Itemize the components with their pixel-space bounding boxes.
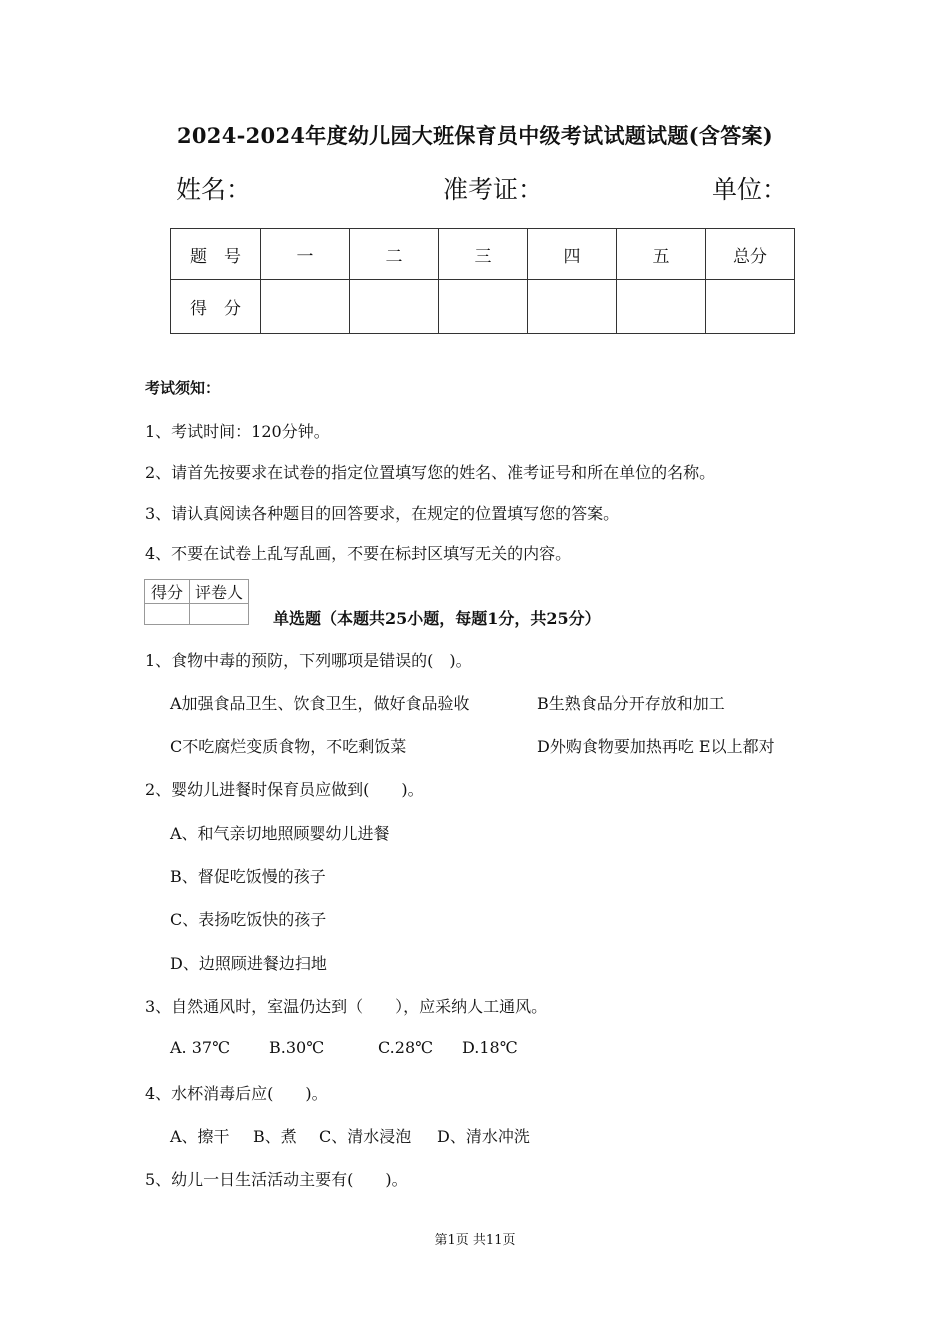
question-option: A. 37℃: [170, 1038, 230, 1057]
section-title: 单选题（本题共25小题，每题1分，共25分）: [273, 609, 601, 628]
question-option: D、清水冲洗: [437, 1127, 530, 1146]
score-header-cell: 总分: [706, 229, 795, 280]
exam-id-field-label: 准考证：: [443, 175, 544, 204]
grader-reviewer-label: 评卷人: [190, 580, 249, 604]
question-option: D外购食物要加热再吃 E以上都对: [537, 737, 775, 756]
grader-score-cell[interactable]: [145, 604, 190, 625]
score-table-header-row: [171, 229, 795, 280]
question-option: B、煮: [253, 1127, 297, 1146]
score-header-cell: 二: [350, 229, 439, 280]
question-option: C、表扬吃饭快的孩子: [170, 910, 327, 929]
notice-item: 2、请首先按要求在试卷的指定位置填写您的姓名、准考证号和所在单位的名称。: [145, 463, 716, 482]
question-option: A、和气亲切地照顾婴幼儿进餐: [170, 824, 390, 843]
score-header-cell: 一: [261, 229, 350, 280]
grader-box: [144, 579, 249, 625]
score-cell[interactable]: [439, 280, 528, 334]
score-cell[interactable]: [261, 280, 350, 334]
question-option: B.30℃: [269, 1038, 325, 1057]
notice-item: 1、考试时间：120分钟。: [145, 422, 330, 441]
question-option: C.28℃: [378, 1038, 434, 1057]
score-header-cell: 题 号: [171, 229, 261, 280]
score-row-label: 得 分: [171, 280, 261, 334]
score-cell[interactable]: [350, 280, 439, 334]
question-option: D、边照顾进餐边扫地: [170, 954, 327, 973]
grader-input-row: [145, 604, 249, 625]
score-cell[interactable]: [706, 280, 795, 334]
question-stem: 1、食物中毒的预防，下列哪项是错误的( )。: [145, 651, 472, 670]
grader-header-row: [145, 580, 249, 604]
notice-item: 4、不要在试卷上乱写乱画，不要在标封区填写无关的内容。: [145, 544, 572, 563]
question-option: A加强食品卫生、饮食卫生，做好食品验收: [170, 694, 470, 713]
name-field-label: 姓名：: [176, 175, 252, 204]
unit-field-label: 单位：: [712, 175, 788, 204]
notice-heading: 考试须知：: [145, 379, 221, 397]
question-option: D.18℃: [462, 1038, 518, 1057]
question-option: C不吃腐烂变质食物，不吃剩饭菜: [170, 737, 407, 756]
question-stem: 5、幼儿一日生活活动主要有( )。: [145, 1170, 408, 1189]
question-option: C、清水浸泡: [319, 1127, 412, 1146]
grader-reviewer-cell[interactable]: [190, 604, 249, 625]
score-header-cell: 三: [439, 229, 528, 280]
question-stem: 2、婴幼儿进餐时保育员应做到( )。: [145, 780, 424, 799]
question-option: B生熟食品分开存放和加工: [537, 694, 725, 713]
score-table: [170, 228, 795, 334]
score-header-cell: 四: [528, 229, 617, 280]
grader-score-label: 得分: [145, 580, 190, 604]
score-cell[interactable]: [617, 280, 706, 334]
page-footer: 第1页 共11页: [434, 1233, 516, 1248]
score-table-score-row: [171, 280, 795, 334]
question-stem: 4、水杯消毒后应( )。: [145, 1084, 328, 1103]
question-stem: 3、自然通风时，室温仍达到（ ），应采纳人工通风。: [145, 997, 548, 1016]
question-option: A、擦干: [170, 1127, 230, 1146]
question-option: B、督促吃饭慢的孩子: [170, 867, 326, 886]
page-title: 2024-2024年度幼儿园大班保育员中级考试试题试题(含答案): [176, 123, 774, 148]
score-header-cell: 五: [617, 229, 706, 280]
score-cell[interactable]: [528, 280, 617, 334]
notice-item: 3、请认真阅读各种题目的回答要求，在规定的位置填写您的答案。: [145, 504, 620, 523]
